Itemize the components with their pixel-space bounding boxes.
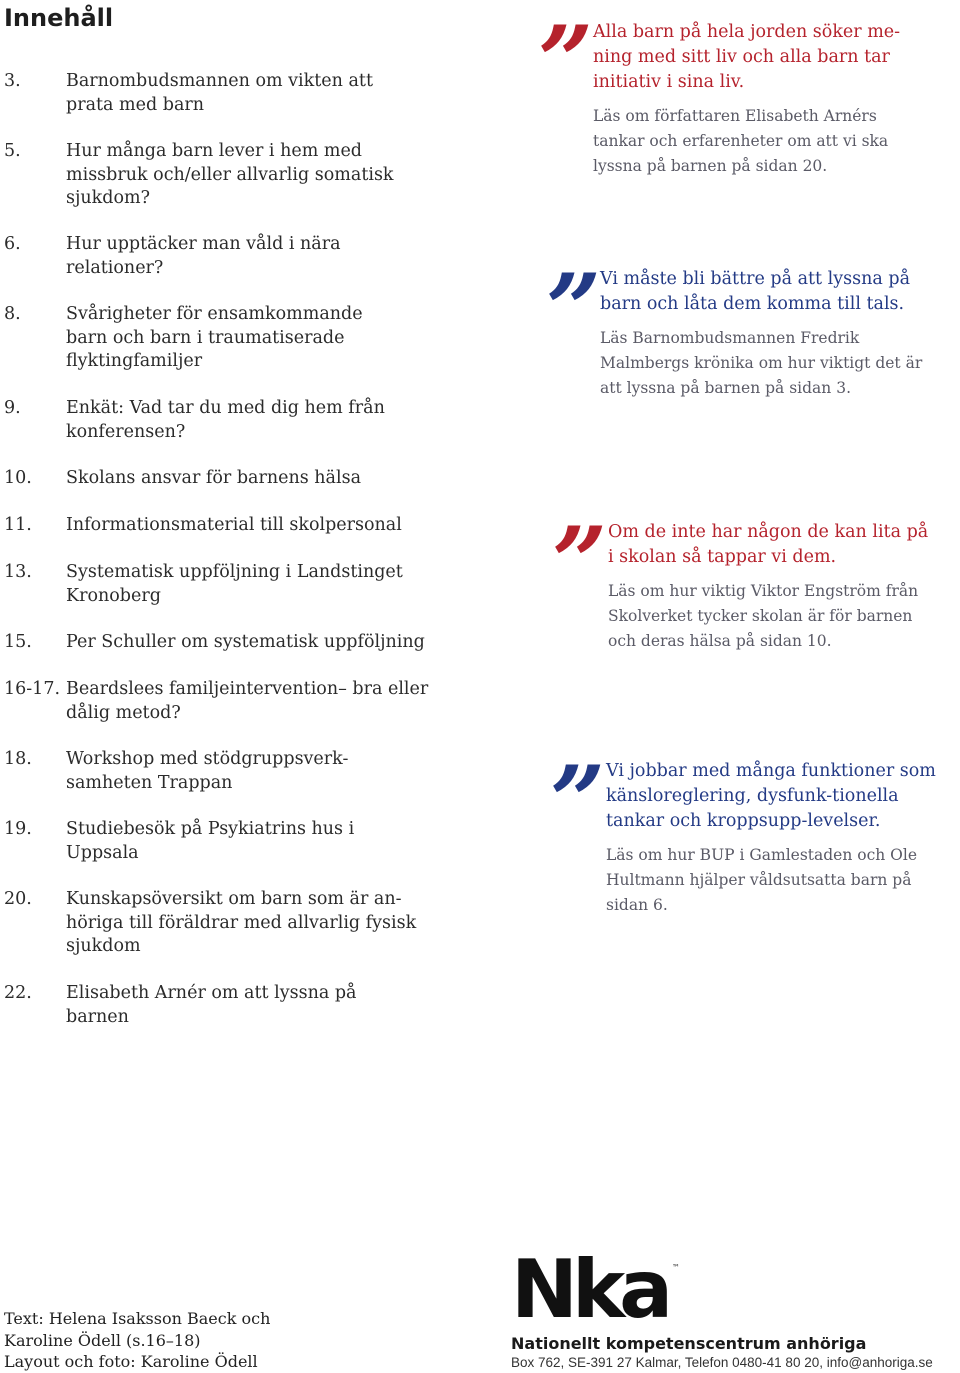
toc-entry-text: Workshop med stödgruppsverk-samheten Trappan — [66, 749, 349, 793]
toc-item — [4, 561, 454, 608]
pull-quote — [550, 745, 950, 918]
trademark-symbol: ™ — [672, 1263, 680, 1272]
toc-entry-text: Systematisk uppföljning i Landstinget Kronoberg — [66, 562, 403, 606]
quote-text: Om de inte har någon de kan lita på i skolan så tappar vi dem. — [608, 522, 929, 567]
nka-logo — [511, 1243, 680, 1336]
quotation-mark-icon: ” — [538, 5, 588, 118]
toc-page-number: 16-17. — [4, 679, 61, 699]
toc-page-number: 11. — [4, 515, 32, 535]
toc-page-number: 22. — [4, 983, 32, 1003]
organization-name: Nationellt kompetenscentrum anhöriga — [511, 1334, 867, 1353]
toc-item — [4, 818, 454, 865]
credits — [4, 1308, 270, 1373]
quote-text: Alla barn på hela jorden söker me-ning med sitt liv och alla barn tar initiativ i sina liv. — [593, 22, 901, 92]
toc-entry-text: Skolans ansvar för barnens hälsa — [66, 468, 362, 488]
quotation-mark-icon: ” — [546, 253, 596, 366]
toc-page-number: 8. — [4, 304, 21, 324]
page-title: Innehåll — [4, 4, 114, 32]
toc-entry-text: Kunskapsöversikt om barn som är an-höriga till föräldrar med allvarlig fysisk sjukdom — [66, 889, 417, 956]
toc-page-number: 10. — [4, 468, 32, 488]
toc-item — [4, 233, 454, 280]
quote-text: Vi måste bli bättre på att lyssna på barn och låta dem komma till tals. — [600, 269, 911, 314]
toc-entry-text: Hur många barn lever i hem med missbruk och/eller allvarlig somatisk sjukdom? — [66, 141, 394, 208]
toc-page-number: 19. — [4, 819, 32, 839]
toc-page-number: 9. — [4, 398, 21, 418]
toc-page-number: 3. — [4, 71, 21, 91]
pull-quote — [546, 253, 946, 401]
toc-entry-text: Per Schuller om systematisk uppföljning — [66, 632, 425, 652]
quote-description: Läs om hur BUP i Gamlestaden och Ole Hultmann hjälper våldsutsatta barn på sidan 6. — [606, 846, 918, 914]
toc-page-number: 5. — [4, 141, 21, 161]
quote-description: Läs om hur viktig Viktor Engström från Skolverket tycker skolan är för barnen och deras hälsa på sidan 10. — [608, 582, 919, 650]
toc-entry-text: Informationsmaterial till skolpersonal — [66, 515, 402, 535]
quotation-mark-icon: ” — [552, 506, 602, 619]
toc-page-number: 6. — [4, 234, 21, 254]
toc-page-number: 13. — [4, 562, 32, 582]
quote-description: Läs Barnombudsmannen Fredrik Malmbergs krönika om hur viktigt det är att lyssna på barnen på sidan 3. — [600, 329, 923, 397]
credits-line: Layout och foto: Karoline Ödell — [4, 1352, 258, 1371]
toc-entry-text: Studiebesök på Psykiatrins hus i Uppsala — [66, 819, 355, 863]
toc-page-number: 18. — [4, 749, 32, 769]
credits-line: Text: Helena Isaksson Baeck och — [4, 1309, 271, 1328]
toc-entry-text: Svårigheter för ensamkommande barn och barn i traumatiserade flyktingfamiljer — [66, 304, 363, 371]
toc-item — [4, 140, 454, 211]
pull-quote — [552, 506, 952, 654]
toc-entry-text: Elisabeth Arnér om att lyssna på barnen — [66, 983, 357, 1027]
pull-quote — [538, 5, 938, 179]
toc-item — [4, 748, 454, 795]
toc-entry-text: Hur upptäcker man våld i nära relationer? — [66, 234, 341, 278]
toc-item — [4, 397, 454, 444]
organization-contact: Box 762, SE-391 27 Kalmar, Telefon 0480-41 80 20, info@anhoriga.se — [511, 1355, 933, 1370]
quotation-mark-icon: ” — [550, 745, 600, 858]
toc-item — [4, 514, 454, 538]
toc-item — [4, 982, 454, 1029]
toc-item — [4, 303, 454, 374]
quote-text: Vi jobbar med många funktioner som känsloreglering, dysfunk-tionella tankar och kroppsupp-levelser. — [606, 761, 936, 831]
toc-item — [4, 467, 454, 491]
toc-page-number: 20. — [4, 889, 32, 909]
logo-text: Nka — [511, 1243, 668, 1336]
toc-item — [4, 631, 454, 655]
toc-entry-text: Barnombudsmannen om vikten att prata med barn — [66, 71, 373, 115]
toc-item — [4, 888, 454, 959]
toc-entry-text: Enkät: Vad tar du med dig hem från konferensen? — [66, 398, 385, 442]
credits-line: Karoline Ödell (s.16–18) — [4, 1330, 201, 1350]
toc-item — [4, 678, 454, 725]
toc-item — [4, 70, 454, 117]
toc-entry-text: Beardslees familjeintervention– bra eller dålig metod? — [66, 679, 429, 723]
toc-page-number: 15. — [4, 632, 32, 652]
quote-description: Läs om författaren Elisabeth Arnérs tankar och erfarenheter om att vi ska lyssna på barnen på sidan 20. — [593, 107, 889, 175]
